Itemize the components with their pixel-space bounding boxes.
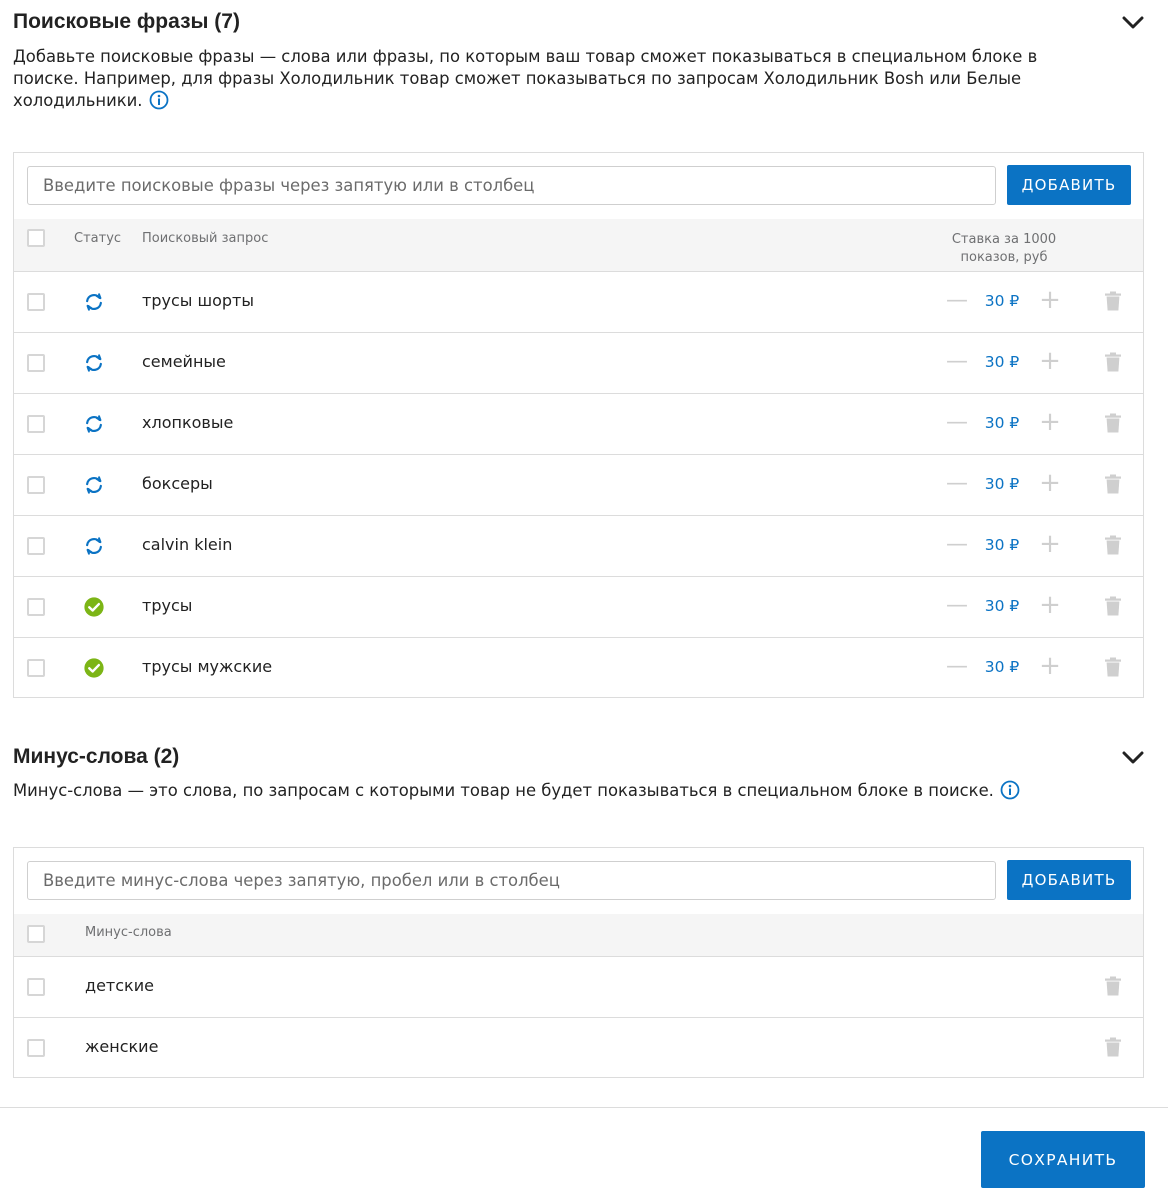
sync-icon: [83, 413, 105, 435]
trash-icon[interactable]: [1104, 596, 1122, 616]
bid-value[interactable]: 30 ₽: [984, 475, 1020, 493]
sync-icon: [83, 474, 105, 496]
chevron-down-icon[interactable]: [1122, 751, 1144, 765]
table-row: [14, 1018, 1143, 1078]
bid-value[interactable]: 30 ₽: [984, 414, 1020, 432]
bid-decrease-button[interactable]: —: [946, 471, 968, 496]
minus-word-text: детские: [85, 976, 154, 995]
save-button[interactable]: СОХРАНИТЬ: [981, 1131, 1145, 1188]
trash-icon[interactable]: [1104, 474, 1122, 494]
query-text: трусы шорты: [142, 291, 254, 310]
minus-table-header: [14, 914, 1143, 957]
info-icon[interactable]: [1000, 780, 1020, 800]
query-text: семейные: [142, 352, 226, 371]
row-checkbox[interactable]: [27, 354, 45, 372]
bid-value[interactable]: 30 ₽: [984, 658, 1020, 676]
bid-decrease-button[interactable]: —: [946, 410, 968, 435]
phrases-description-text: Добавьте поисковые фразы — слова или фразы, по которым ваш товар сможет показываться в специальном блоке в поиске. Например, для фразы Холодильник товар сможет показываться по запросам Холодильник Bosh или Белые холодильники.: [13, 47, 1038, 110]
table-row: [14, 272, 1143, 333]
add-phrase-button[interactable]: ДОБАВИТЬ: [1007, 165, 1131, 205]
bid-increase-button[interactable]: +: [1039, 346, 1061, 376]
minus-section-header: [13, 745, 1168, 805]
bid-increase-button[interactable]: +: [1039, 590, 1061, 620]
column-query: Поисковый запрос: [142, 231, 269, 246]
bid-value[interactable]: 30 ₽: [984, 536, 1020, 554]
minus-word-text: женские: [85, 1037, 159, 1056]
table-row: [14, 333, 1143, 394]
row-checkbox[interactable]: [27, 978, 45, 996]
phrases-title: Поисковые фразы (7): [13, 10, 240, 33]
phrases-table-header: [14, 219, 1143, 272]
minus-input-row: [14, 848, 1143, 914]
query-text: хлопковые: [142, 413, 234, 432]
row-checkbox[interactable]: [27, 476, 45, 494]
row-checkbox[interactable]: [27, 293, 45, 311]
query-text: боксеры: [142, 474, 213, 493]
row-checkbox[interactable]: [27, 415, 45, 433]
trash-icon[interactable]: [1104, 535, 1122, 555]
phrases-input[interactable]: [27, 166, 996, 205]
chevron-down-icon[interactable]: [1122, 16, 1144, 30]
column-minus-word: Минус-слова: [85, 925, 172, 940]
bid-increase-button[interactable]: +: [1039, 651, 1061, 681]
check-circle-icon: [83, 657, 105, 679]
column-status: Статус: [74, 231, 122, 246]
trash-icon[interactable]: [1104, 1037, 1122, 1057]
minus-input[interactable]: [27, 861, 996, 900]
minus-description: [13, 780, 1103, 802]
row-checkbox[interactable]: [27, 598, 45, 616]
bid-increase-button[interactable]: +: [1039, 468, 1061, 498]
add-minus-word-button[interactable]: ДОБАВИТЬ: [1007, 860, 1131, 900]
sync-icon: [83, 291, 105, 313]
phrases-description: [13, 46, 1103, 112]
bid-value[interactable]: 30 ₽: [984, 353, 1020, 371]
trash-icon[interactable]: [1104, 352, 1122, 372]
bid-value[interactable]: 30 ₽: [984, 597, 1020, 615]
bid-decrease-button[interactable]: —: [946, 288, 968, 313]
phrases-section-header: [13, 10, 1168, 110]
table-row: [14, 638, 1143, 698]
bid-increase-button[interactable]: +: [1039, 285, 1061, 315]
minus-panel: [13, 847, 1144, 1078]
footer-divider: [0, 1107, 1168, 1108]
select-all-checkbox[interactable]: [27, 229, 45, 247]
phrases-panel: [13, 152, 1144, 698]
bid-decrease-button[interactable]: —: [946, 532, 968, 557]
bid-decrease-button[interactable]: —: [946, 654, 968, 679]
phrases-input-row: [14, 153, 1143, 219]
minus-description-text: Минус-слова — это слова, по запросам с которыми товар не будет показываться в специальном блоке в поиске.: [13, 781, 994, 800]
trash-icon[interactable]: [1104, 976, 1122, 996]
query-text: трусы: [142, 596, 193, 615]
info-icon[interactable]: [149, 90, 169, 110]
bid-decrease-button[interactable]: —: [946, 349, 968, 374]
sync-icon: [83, 535, 105, 557]
sync-icon: [83, 352, 105, 374]
query-text: calvin klein: [142, 535, 233, 554]
row-checkbox[interactable]: [27, 1039, 45, 1057]
table-row: [14, 516, 1143, 577]
bid-value[interactable]: 30 ₽: [984, 292, 1020, 310]
row-checkbox[interactable]: [27, 659, 45, 677]
table-row: [14, 957, 1143, 1018]
bid-increase-button[interactable]: +: [1039, 407, 1061, 437]
bid-increase-button[interactable]: +: [1039, 529, 1061, 559]
table-row: [14, 577, 1143, 638]
minus-table-body: [14, 957, 1143, 1078]
trash-icon[interactable]: [1104, 657, 1122, 677]
row-checkbox[interactable]: [27, 537, 45, 555]
column-bid: Ставка за 1000 показов, руб: [951, 232, 1057, 265]
bid-decrease-button[interactable]: —: [946, 593, 968, 618]
minus-title: Минус-слова (2): [13, 745, 180, 768]
check-circle-icon: [83, 596, 105, 618]
table-row: [14, 455, 1143, 516]
table-row: [14, 394, 1143, 455]
trash-icon[interactable]: [1104, 291, 1122, 311]
select-all-checkbox[interactable]: [27, 925, 45, 943]
trash-icon[interactable]: [1104, 413, 1122, 433]
query-text: трусы мужские: [142, 657, 273, 676]
phrases-table-body: [14, 272, 1143, 698]
